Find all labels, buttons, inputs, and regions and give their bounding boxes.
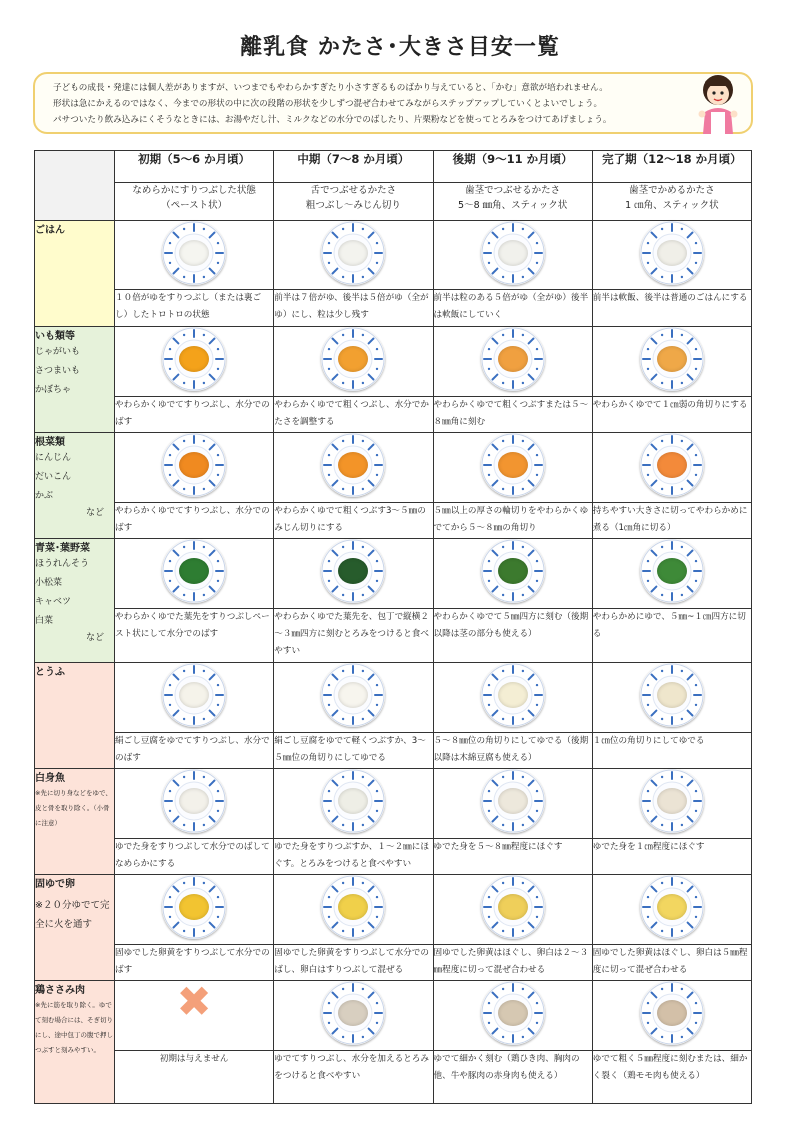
food-portion (179, 682, 209, 708)
food-image-cell (274, 981, 433, 1051)
food-image-cell (115, 875, 274, 945)
preparation-note: 前半は粒のある５倍がゆ（全がゆ）後半は軟飯にしていく (433, 290, 592, 326)
plate-image (162, 875, 226, 939)
category-note: ※２０分ゆでて完全に火を通す (35, 900, 110, 931)
preparation-note: 持ちやすい大きさに切ってやわらかめに煮る（1㎝角に切る） (592, 502, 751, 538)
category-etc: など (85, 633, 104, 644)
plate-image (481, 981, 545, 1045)
guide-table (34, 150, 752, 1104)
category-cell (35, 326, 115, 432)
preparation-note: ゆでた身を１㎝程度にほぐす (592, 838, 751, 874)
food-image-cell (433, 326, 592, 396)
food-image-cell (115, 977, 274, 1051)
food-image-cell (433, 875, 592, 945)
category-name: とうふ (35, 666, 65, 678)
category-item: ほうれんそう (35, 559, 90, 570)
food-portion (498, 240, 528, 266)
preparation-note: ゆでて細かく刻む（鶏ひき肉、胸肉の他、牛や豚肉の赤身肉も使える） (433, 1050, 592, 1103)
food-portion (657, 558, 687, 584)
plate-image (162, 769, 226, 833)
stage-description: なめらかにすりつぶした状態 （ペースト状） (115, 183, 274, 220)
food-image-cell (274, 539, 433, 609)
food-portion (498, 346, 528, 372)
preparation-note: やわらかくゆでてすりつぶし、水分でのばす (115, 502, 274, 538)
food-image-cell (274, 768, 433, 838)
plate-image (321, 663, 385, 727)
category-note: ※先に筋を取り除く。ゆでて刻む場合には、そぎ切りにし、途中包丁の腹で押しつぶすと刻みやすい。 (35, 1001, 113, 1055)
preparation-note: ゆでた身をすりつぶすか、１～２㎜にほぐす。とろみをつけると食べやすい (274, 838, 433, 874)
plate-image (321, 433, 385, 497)
food-image-cell (592, 981, 751, 1051)
plate-image (162, 663, 226, 727)
plate-image (481, 433, 545, 497)
plate-image (481, 221, 545, 285)
stage-description: 舌でつぶせるかたさ 粗つぶし～みじん切り (274, 183, 433, 220)
plate-image (640, 221, 704, 285)
preparation-note: やわらかくゆでて１㎝弱の角切りにする (592, 396, 751, 432)
category-cell (35, 539, 115, 663)
plate-image (162, 221, 226, 285)
food-image-cell (433, 768, 592, 838)
intro-box (33, 72, 753, 134)
plate-image (321, 221, 385, 285)
preparation-note: やわらかくゆでた葉先を、包丁で縦横２～３㎜四方に刻むとろみをつけると食べやすい (274, 608, 433, 662)
plate-image (640, 327, 704, 391)
food-image-cell (115, 432, 274, 502)
food-image-cell (592, 220, 751, 290)
category-name: ごはん (35, 224, 65, 236)
intro-line: パサついたり飲み込みにくそうなときには、お湯やだし汁、ミルクなどの水分でのばしたり、片栗粉などを使ってとろみをつけてあげましょう。 (53, 115, 612, 125)
food-image-cell (592, 875, 751, 945)
food-portion (498, 452, 528, 478)
preparation-note: ５㎜以上の厚さの輪切りをやわらかくゆでてから５～８㎜の角切り (433, 502, 592, 538)
preparation-note: やわらかくゆでて粗くつぶす3～５㎜のみじん切りにする (274, 502, 433, 538)
stage-header: 初期（5～6 か月頃） (115, 151, 274, 183)
category-cell (35, 220, 115, 326)
plate-image (640, 539, 704, 603)
food-image-cell (433, 539, 592, 609)
plate-image (162, 539, 226, 603)
food-portion (657, 240, 687, 266)
stage-header: 完了期（12～18 か月頃） (592, 151, 751, 183)
preparation-note: やわらかめにゆで、５㎜~１㎝四方に切る (592, 608, 751, 662)
intro-line: 形状は急にかえるのではなく、今までの形状の中に次の段階の形状を少しずつ混ぜ合わせてみながらステップアップしていくとよいでしょう。 (53, 99, 603, 109)
preparation-note: 前半は軟飯、後半は普通のごはんにする (592, 290, 751, 326)
plate-image (640, 875, 704, 939)
food-portion (657, 452, 687, 478)
girl-chef-icon (693, 72, 743, 134)
category-item: かぼちゃ (35, 384, 72, 395)
category-item: にんじん (35, 452, 72, 463)
category-note: ※先に切り身などをゆで、皮と骨を取り除く。（小骨に注意） (35, 788, 112, 827)
stage-description: 歯茎でかめるかたさ 1 ㎝角、スティック状 (592, 183, 751, 220)
category-name: いも類等 (35, 330, 75, 342)
food-image-cell (433, 432, 592, 502)
category-cell (35, 768, 115, 874)
preparation-note: ５～８㎜位の角切りにしてゆでる（後期以降は木綿豆腐も使える） (433, 732, 592, 768)
food-portion (179, 452, 209, 478)
category-name: 青菜･葉野菜 (35, 543, 90, 555)
preparation-note: １０倍がゆをすりつぶし（または裏ごし）したトロトロの状態 (115, 290, 274, 326)
preparation-note: ゆでた身を５～８㎜程度にほぐす (433, 838, 592, 874)
food-image-cell (115, 539, 274, 609)
stage-header: 後期（9～11 か月頃） (433, 151, 592, 183)
preparation-note: １㎝位の角切りにしてゆでる (592, 732, 751, 768)
preparation-note: 固ゆでした卵黄はほぐし、卵白は２～３㎜程度に切って混ぜ合わせる (433, 944, 592, 980)
preparation-note: やわらかくゆでて粗くつぶし、水分でかたさを調整する (274, 396, 433, 432)
preparation-note: 固ゆでした卵黄をすりつぶして水分でのばし、卵白はすりつぶして混ぜる (274, 944, 433, 980)
plate-image (481, 769, 545, 833)
plate-image (162, 433, 226, 497)
plate-image (321, 981, 385, 1045)
category-item: だいこん (35, 471, 72, 482)
food-image-cell (115, 326, 274, 396)
food-portion (179, 788, 209, 814)
plate-image (481, 663, 545, 727)
food-portion (657, 346, 687, 372)
plate-image (481, 327, 545, 391)
category-name: 固ゆで卵 (35, 879, 75, 891)
food-image-cell (115, 662, 274, 732)
food-portion (179, 558, 209, 584)
preparation-note: 絹ごし豆腐をゆでてすりつぶし、水分でのばす (115, 732, 274, 768)
category-item: かぶ (35, 490, 54, 501)
food-portion (338, 788, 368, 814)
food-portion (338, 558, 368, 584)
food-image-cell (433, 662, 592, 732)
food-image-cell (274, 875, 433, 945)
category-cell (35, 981, 115, 1104)
food-image-cell (592, 662, 751, 732)
plate-image (321, 875, 385, 939)
plate-image (321, 539, 385, 603)
preparation-note: やわらかくゆでた葉先をすりつぶしペースト状にして水分でのばす (115, 608, 274, 662)
food-portion (338, 240, 368, 266)
category-item: キャベツ (35, 597, 72, 608)
plate-image (321, 327, 385, 391)
preparation-note: 初期は与えません (115, 1050, 274, 1103)
category-item: じゃがいも (35, 346, 81, 357)
food-image-cell (433, 220, 592, 290)
plate-image (640, 663, 704, 727)
category-etc: など (85, 507, 104, 518)
food-image-cell (274, 432, 433, 502)
food-portion (338, 346, 368, 372)
category-name: 白身魚 (35, 772, 65, 784)
preparation-note: やわらかくゆでて５㎜四方に刻む（後期以降は茎の部分も使える） (433, 608, 592, 662)
category-cell (35, 875, 115, 981)
preparation-note: やわらかくゆでてすりつぶし、水分でのばす (115, 396, 274, 432)
preparation-note: やわらかくゆでて粗くつぶすまたは５～８㎜角に刻む (433, 396, 592, 432)
food-image-cell (274, 662, 433, 732)
plate-image (162, 327, 226, 391)
food-image-cell (592, 768, 751, 838)
preparation-note: ゆでて粗く５㎜程度に刻むまたは、細かく裂く（鶏モモ肉も使える） (592, 1050, 751, 1103)
plate-image (640, 981, 704, 1045)
food-image-cell (592, 326, 751, 396)
category-name: 鶏ささみ肉 (35, 985, 85, 997)
food-image-cell (274, 220, 433, 290)
food-image-cell (115, 768, 274, 838)
category-cell (35, 662, 115, 768)
stage-description: 歯茎でつぶせるかたさ 5～8 ㎜角、スティック状 (433, 183, 592, 220)
plate-image (640, 769, 704, 833)
food-portion (179, 240, 209, 266)
food-image-cell (592, 432, 751, 502)
plate-image (481, 539, 545, 603)
plate-image (481, 875, 545, 939)
food-image-cell (274, 326, 433, 396)
plate-image (640, 433, 704, 497)
food-portion (179, 894, 209, 920)
category-name: 根菜類 (35, 436, 65, 448)
preparation-note: 固ゆでした卵黄はほぐし、卵白は５㎜程度に切って混ぜ合わせる (592, 944, 751, 980)
food-portion (338, 1000, 368, 1026)
food-portion (338, 682, 368, 708)
food-portion (657, 1000, 687, 1026)
category-item: さつまいも (35, 365, 81, 376)
food-portion (338, 452, 368, 478)
stage-header: 中期（7～8 か月頃） (274, 151, 433, 183)
food-portion (657, 682, 687, 708)
preparation-note: 絹ごし豆腐をゆでて軽くつぶすか、3～５㎜位の角切りにしてゆでる (274, 732, 433, 768)
food-portion (498, 558, 528, 584)
table-corner (35, 151, 115, 221)
food-image-cell (433, 981, 592, 1051)
intro-line: 子どもの成長・発達には個人差がありますが、いつまでもやわらかすぎたり小さすぎるものばかり与えていると、「かむ」意欲が培われません。 (53, 83, 608, 93)
food-portion (338, 894, 368, 920)
food-portion (657, 788, 687, 814)
cross-icon: ✖ (176, 977, 212, 1027)
category-item: 小松菜 (35, 578, 63, 589)
preparation-note: 前半は７倍がゆ、後半は５倍がゆ（全がゆ）にし、粒は少し残す (274, 290, 433, 326)
food-portion (179, 346, 209, 372)
preparation-note: 固ゆでした卵黄をすりつぶして水分でのばす (115, 944, 274, 980)
plate-image (321, 769, 385, 833)
preparation-note: ゆでてすりつぶし、水分を加えるとろみをつけると食べやすい (274, 1050, 433, 1103)
preparation-note: ゆでた身をすりつぶして水分でのばしてなめらかにする (115, 838, 274, 874)
food-portion (657, 894, 687, 920)
food-image-cell (115, 220, 274, 290)
food-image-cell (592, 539, 751, 609)
food-portion (498, 894, 528, 920)
category-item: 白菜 (35, 616, 54, 627)
food-portion (498, 1000, 528, 1026)
page-title: 離乳食 かたさ･大きさ目安一覧 (240, 35, 560, 60)
food-portion (498, 682, 528, 708)
food-portion (498, 788, 528, 814)
category-cell (35, 432, 115, 538)
